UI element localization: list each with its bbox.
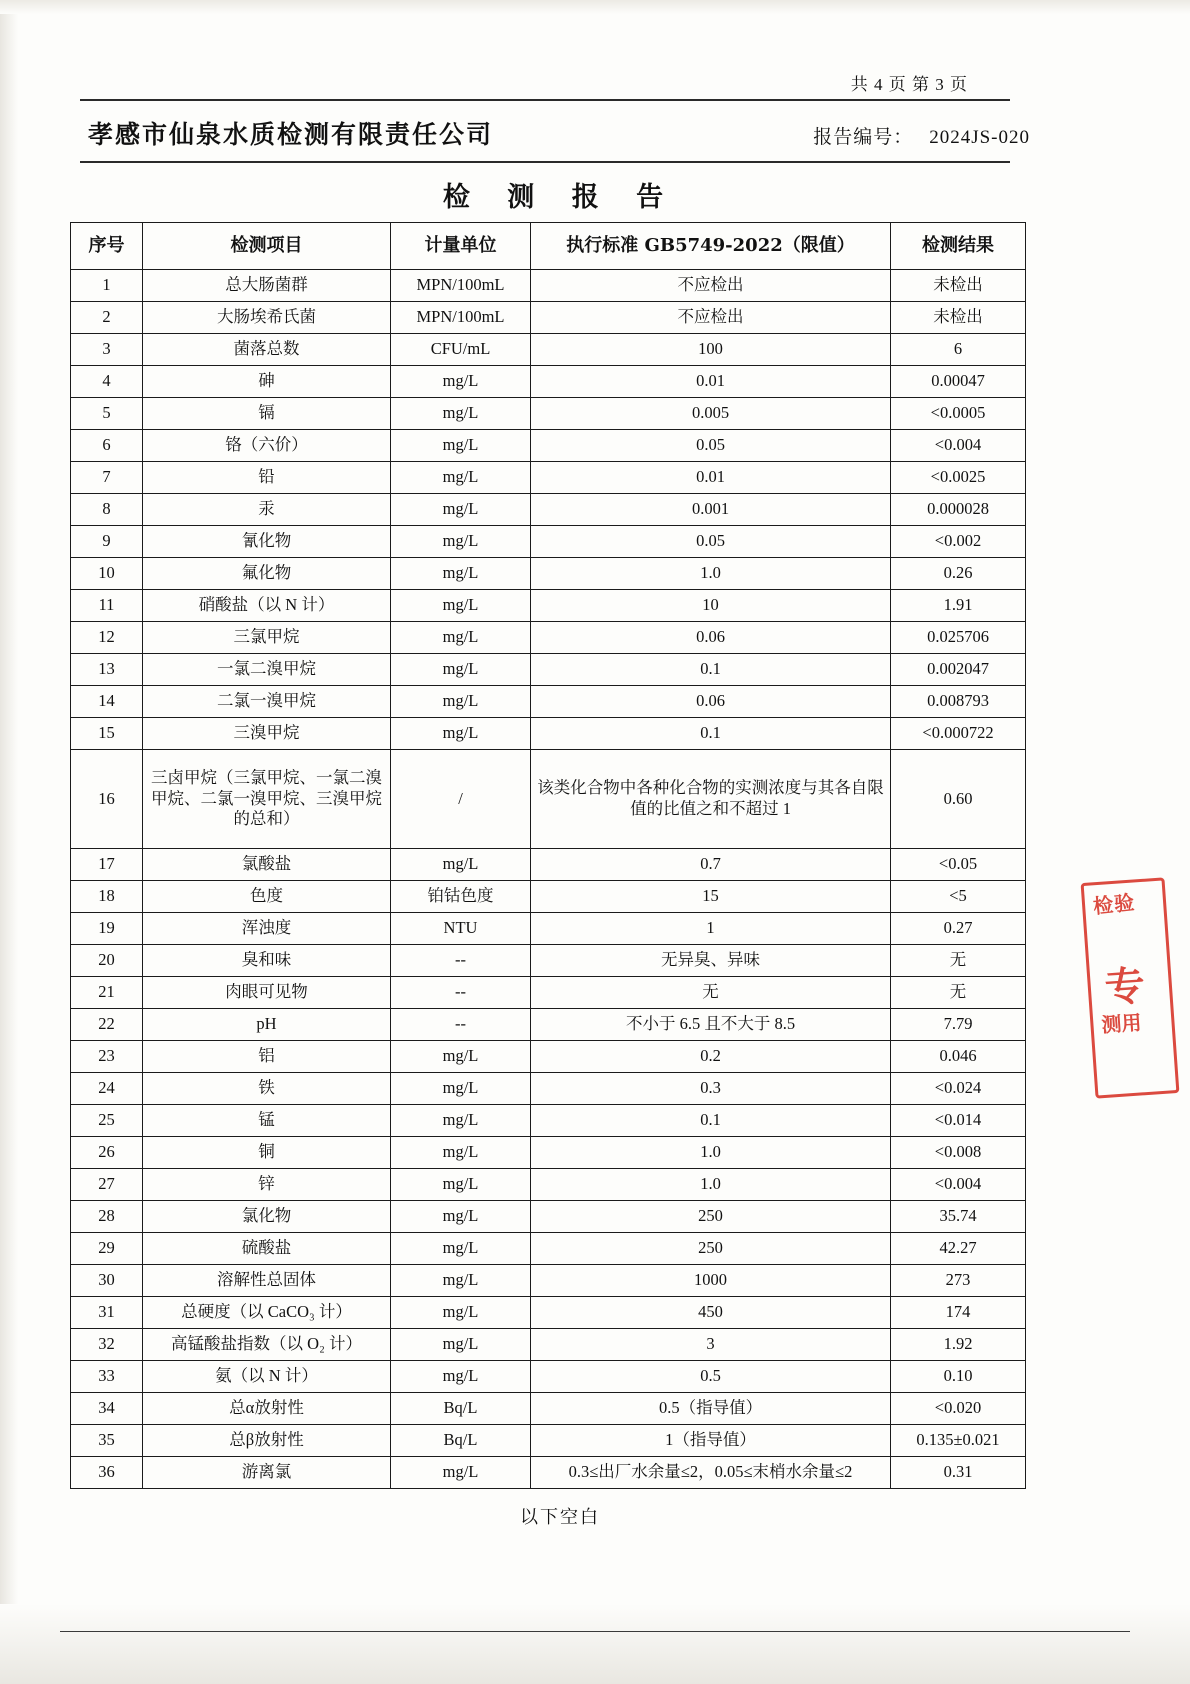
table-row	[71, 881, 1026, 913]
cell-no: 14	[71, 686, 143, 718]
table-row	[71, 558, 1026, 590]
cell-result: 42.27	[891, 1233, 1026, 1265]
cell-item: 游离氯	[143, 1457, 391, 1489]
cell-result: <5	[891, 881, 1026, 913]
cell-no: 1	[71, 270, 143, 302]
cell-no: 13	[71, 654, 143, 686]
cell-result: 0.27	[891, 913, 1026, 945]
table-row	[71, 1233, 1026, 1265]
cell-result: 6	[891, 334, 1026, 366]
cell-no: 26	[71, 1137, 143, 1169]
table-header-row	[71, 223, 1026, 270]
cell-result: 1.91	[891, 590, 1026, 622]
cell-standard: 1.0	[531, 558, 891, 590]
cell-standard: 不小于 6.5 且不大于 8.5	[531, 1009, 891, 1041]
cell-result: 0.135±0.021	[891, 1425, 1026, 1457]
page-bottom-rule	[60, 1631, 1130, 1633]
cell-unit: mg/L	[391, 1361, 531, 1393]
cell-standard: 250	[531, 1233, 891, 1265]
cell-result: 35.74	[891, 1201, 1026, 1233]
stamp-mark: 专	[1103, 963, 1147, 1011]
cell-no: 34	[71, 1393, 143, 1425]
cell-item: 铁	[143, 1073, 391, 1105]
column-header-standard: 执行标准 GB5749-2022（限值）	[531, 223, 891, 270]
column-header-no: 序号	[71, 223, 143, 270]
cell-no: 21	[71, 977, 143, 1009]
cell-result: <0.024	[891, 1073, 1026, 1105]
cell-standard: 100	[531, 334, 891, 366]
cell-item: 铜	[143, 1137, 391, 1169]
cell-standard: 1（指导值）	[531, 1425, 891, 1457]
company-name: 孝感市仙泉水质检测有限责任公司	[88, 120, 494, 149]
scan-edge-left	[0, 0, 18, 1684]
cell-standard: 0.7	[531, 849, 891, 881]
cell-item: 汞	[143, 494, 391, 526]
cell-unit: mg/L	[391, 1201, 531, 1233]
cell-standard: 不应检出	[531, 270, 891, 302]
cell-unit: mg/L	[391, 398, 531, 430]
table-row	[71, 1009, 1026, 1041]
cell-result: 0.002047	[891, 654, 1026, 686]
cell-result: 0.31	[891, 1457, 1026, 1489]
table-row	[71, 590, 1026, 622]
table-row	[71, 1361, 1026, 1393]
cell-no: 31	[71, 1297, 143, 1329]
cell-unit: /	[391, 750, 531, 849]
cell-result: <0.004	[891, 430, 1026, 462]
cell-no: 17	[71, 849, 143, 881]
cell-unit: mg/L	[391, 558, 531, 590]
cell-item: 氟化物	[143, 558, 391, 590]
cell-standard: 0.01	[531, 462, 891, 494]
cell-no: 22	[71, 1009, 143, 1041]
cell-unit: mg/L	[391, 494, 531, 526]
table-row	[71, 913, 1026, 945]
cell-item: 大肠埃希氏菌	[143, 302, 391, 334]
cell-standard: 0.05	[531, 430, 891, 462]
cell-standard: 1.0	[531, 1169, 891, 1201]
cell-unit: --	[391, 977, 531, 1009]
cell-unit: mg/L	[391, 718, 531, 750]
cell-standard: 15	[531, 881, 891, 913]
cell-result: 0.025706	[891, 622, 1026, 654]
cell-unit: mg/L	[391, 526, 531, 558]
cell-no: 11	[71, 590, 143, 622]
cell-item: 肉眼可见物	[143, 977, 391, 1009]
cell-unit: Bq/L	[391, 1393, 531, 1425]
cell-item: 硝酸盐（以 N 计）	[143, 590, 391, 622]
header-divider-bottom	[80, 161, 1010, 163]
cell-result: <0.0005	[891, 398, 1026, 430]
cell-no: 25	[71, 1105, 143, 1137]
cell-item: 锌	[143, 1169, 391, 1201]
cell-item: 浑浊度	[143, 913, 391, 945]
cell-unit: mg/L	[391, 430, 531, 462]
document-content	[60, 70, 1060, 1529]
cell-no: 16	[71, 750, 143, 849]
cell-unit: mg/L	[391, 1073, 531, 1105]
table-row	[71, 494, 1026, 526]
cell-item: 二氯一溴甲烷	[143, 686, 391, 718]
table-row	[71, 526, 1026, 558]
table-row	[71, 1073, 1026, 1105]
cell-unit: MPN/100mL	[391, 302, 531, 334]
cell-unit: mg/L	[391, 622, 531, 654]
cell-item: 氯化物	[143, 1201, 391, 1233]
table-row	[71, 1169, 1026, 1201]
cell-unit: MPN/100mL	[391, 270, 531, 302]
cell-result: <0.002	[891, 526, 1026, 558]
cell-no: 7	[71, 462, 143, 494]
table-row	[71, 334, 1026, 366]
footer-note: 以下空白	[520, 1507, 600, 1528]
cell-standard: 250	[531, 1201, 891, 1233]
cell-item: 总α放射性	[143, 1393, 391, 1425]
cell-item: 总硬度（以 CaCO₃ 计）	[143, 1297, 391, 1329]
cell-result: 273	[891, 1265, 1026, 1297]
table-row	[71, 1425, 1026, 1457]
cell-unit: mg/L	[391, 366, 531, 398]
cell-standard: 0.06	[531, 622, 891, 654]
table-row	[71, 654, 1026, 686]
cell-item: 铬（六价）	[143, 430, 391, 462]
cell-no: 33	[71, 1361, 143, 1393]
cell-standard: 1	[531, 913, 891, 945]
cell-result: 0.000028	[891, 494, 1026, 526]
cell-no: 6	[71, 430, 143, 462]
cell-standard: 无	[531, 977, 891, 1009]
report-number-value: 2024JS-020	[929, 127, 1030, 148]
cell-standard: 0.005	[531, 398, 891, 430]
cell-item: 氰化物	[143, 526, 391, 558]
cell-standard: 450	[531, 1297, 891, 1329]
cell-unit: mg/L	[391, 462, 531, 494]
cell-no: 19	[71, 913, 143, 945]
cell-no: 3	[71, 334, 143, 366]
table-row	[71, 622, 1026, 654]
stamp-text-top: 检验	[1091, 890, 1137, 919]
cell-unit: mg/L	[391, 654, 531, 686]
table-row	[71, 1201, 1026, 1233]
cell-result: <0.000722	[891, 718, 1026, 750]
cell-result: 无	[891, 945, 1026, 977]
cell-result: 0.26	[891, 558, 1026, 590]
cell-result: <0.020	[891, 1393, 1026, 1425]
cell-no: 8	[71, 494, 143, 526]
cell-no: 36	[71, 1457, 143, 1489]
cell-standard: 0.01	[531, 366, 891, 398]
page-indicator: 共 4 页 第 3 页	[850, 75, 968, 94]
column-header-unit: 计量单位	[391, 223, 531, 270]
cell-result: 174	[891, 1297, 1026, 1329]
cell-standard: 该类化合物中各种化合物的实测浓度与其各自限值的比值之和不超过 1	[531, 750, 891, 849]
cell-unit: mg/L	[391, 1041, 531, 1073]
inspection-stamp	[1081, 877, 1180, 1098]
cell-unit: mg/L	[391, 1137, 531, 1169]
table-row	[71, 366, 1026, 398]
cell-no: 27	[71, 1169, 143, 1201]
cell-item: 氯酸盐	[143, 849, 391, 881]
cell-no: 35	[71, 1425, 143, 1457]
cell-standard: 0.2	[531, 1041, 891, 1073]
cell-unit: --	[391, 945, 531, 977]
table-row	[71, 718, 1026, 750]
report-number-label: 报告编号：	[813, 127, 914, 148]
table-row	[71, 1105, 1026, 1137]
cell-result: 0.00047	[891, 366, 1026, 398]
table-row	[71, 945, 1026, 977]
cell-item: 菌落总数	[143, 334, 391, 366]
cell-result: 未检出	[891, 270, 1026, 302]
cell-result: 0.008793	[891, 686, 1026, 718]
cell-result: <0.05	[891, 849, 1026, 881]
cell-item: 铝	[143, 1041, 391, 1073]
cell-result: 0.60	[891, 750, 1026, 849]
table-row	[71, 1041, 1026, 1073]
table-row	[71, 398, 1026, 430]
cell-standard: 0.001	[531, 494, 891, 526]
cell-result: 未检出	[891, 302, 1026, 334]
table-row	[71, 1457, 1026, 1489]
cell-standard: 0.06	[531, 686, 891, 718]
table-row	[71, 1297, 1026, 1329]
cell-standard: 0.1	[531, 1105, 891, 1137]
table-row	[71, 302, 1026, 334]
cell-standard: 0.05	[531, 526, 891, 558]
cell-standard: 10	[531, 590, 891, 622]
results-table	[70, 222, 1026, 1489]
cell-item: 色度	[143, 881, 391, 913]
cell-unit: mg/L	[391, 849, 531, 881]
table-row	[71, 849, 1026, 881]
report-number	[813, 122, 1030, 151]
cell-item: 镉	[143, 398, 391, 430]
cell-no: 2	[71, 302, 143, 334]
cell-item: 砷	[143, 366, 391, 398]
table-row	[71, 1393, 1026, 1425]
cell-result: 无	[891, 977, 1026, 1009]
document-header	[60, 101, 1060, 157]
cell-unit: mg/L	[391, 1105, 531, 1137]
cell-no: 9	[71, 526, 143, 558]
cell-unit: Bq/L	[391, 1425, 531, 1457]
column-header-item: 检测项目	[143, 223, 391, 270]
cell-item: 三卤甲烷（三氯甲烷、一氯二溴甲烷、二氯一溴甲烷、三溴甲烷的总和）	[143, 750, 391, 849]
cell-standard: 不应检出	[531, 302, 891, 334]
cell-result: 0.046	[891, 1041, 1026, 1073]
cell-no: 20	[71, 945, 143, 977]
cell-result: <0.014	[891, 1105, 1026, 1137]
cell-standard: 0.3	[531, 1073, 891, 1105]
table-row	[71, 977, 1026, 1009]
table-row	[71, 750, 1026, 849]
cell-standard: 1.0	[531, 1137, 891, 1169]
cell-no: 5	[71, 398, 143, 430]
cell-no: 15	[71, 718, 143, 750]
cell-standard: 0.1	[531, 654, 891, 686]
cell-item: 总大肠菌群	[143, 270, 391, 302]
cell-result: 1.92	[891, 1329, 1026, 1361]
cell-no: 4	[71, 366, 143, 398]
cell-unit: mg/L	[391, 1265, 531, 1297]
cell-standard: 0.5	[531, 1361, 891, 1393]
table-row	[71, 686, 1026, 718]
cell-result: <0.0025	[891, 462, 1026, 494]
cell-unit: 铂钴色度	[391, 881, 531, 913]
cell-no: 10	[71, 558, 143, 590]
cell-item: pH	[143, 1009, 391, 1041]
results-table-body	[71, 270, 1026, 1489]
cell-item: 一氯二溴甲烷	[143, 654, 391, 686]
cell-item: 三溴甲烷	[143, 718, 391, 750]
table-row	[71, 430, 1026, 462]
cell-standard: 3	[531, 1329, 891, 1361]
cell-item: 溶解性总固体	[143, 1265, 391, 1297]
cell-item: 总β放射性	[143, 1425, 391, 1457]
cell-item: 高锰酸盐指数（以 O₂ 计）	[143, 1329, 391, 1361]
table-row	[71, 270, 1026, 302]
scan-edge-top	[0, 0, 1190, 14]
cell-no: 12	[71, 622, 143, 654]
cell-unit: NTU	[391, 913, 531, 945]
cell-unit: mg/L	[391, 1297, 531, 1329]
scan-edge-bottom	[0, 1604, 1190, 1684]
cell-item: 硫酸盐	[143, 1233, 391, 1265]
cell-item: 锰	[143, 1105, 391, 1137]
column-header-result: 检测结果	[891, 223, 1026, 270]
cell-standard: 0.1	[531, 718, 891, 750]
cell-no: 32	[71, 1329, 143, 1361]
cell-unit: mg/L	[391, 590, 531, 622]
cell-unit: mg/L	[391, 1169, 531, 1201]
cell-no: 23	[71, 1041, 143, 1073]
cell-standard: 1000	[531, 1265, 891, 1297]
cell-no: 30	[71, 1265, 143, 1297]
cell-no: 18	[71, 881, 143, 913]
stamp-text-bottom: 测用	[1100, 1010, 1143, 1038]
cell-item: 臭和味	[143, 945, 391, 977]
cell-unit: mg/L	[391, 1457, 531, 1489]
cell-unit: mg/L	[391, 1329, 531, 1361]
cell-no: 29	[71, 1233, 143, 1265]
cell-item: 三氯甲烷	[143, 622, 391, 654]
cell-no: 24	[71, 1073, 143, 1105]
cell-no: 28	[71, 1201, 143, 1233]
cell-item: 铅	[143, 462, 391, 494]
cell-unit: CFU/mL	[391, 334, 531, 366]
cell-unit: mg/L	[391, 1233, 531, 1265]
cell-result: 7.79	[891, 1009, 1026, 1041]
table-row	[71, 1329, 1026, 1361]
table-row	[71, 462, 1026, 494]
cell-result: <0.008	[891, 1137, 1026, 1169]
cell-item: 氨（以 N 计）	[143, 1361, 391, 1393]
table-row	[71, 1137, 1026, 1169]
page-title: 检 测 报 告	[442, 182, 678, 213]
table-row	[71, 1265, 1026, 1297]
cell-standard: 0.3≤出厂水余量≤2，0.05≤末梢水余量≤2	[531, 1457, 891, 1489]
cell-result: <0.004	[891, 1169, 1026, 1201]
cell-standard: 无异臭、异味	[531, 945, 891, 977]
cell-unit: --	[391, 1009, 531, 1041]
cell-standard: 0.5（指导值）	[531, 1393, 891, 1425]
cell-unit: mg/L	[391, 686, 531, 718]
cell-result: 0.10	[891, 1361, 1026, 1393]
